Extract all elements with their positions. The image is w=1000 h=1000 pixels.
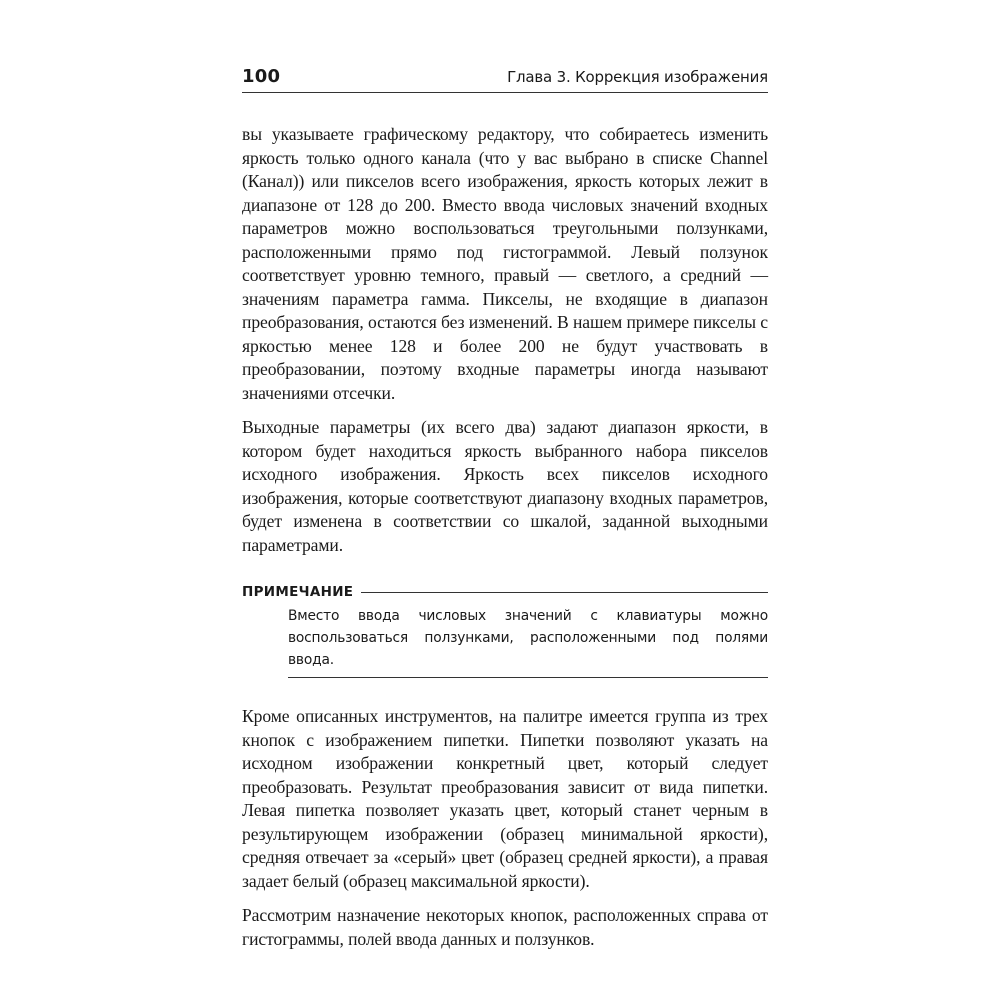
paragraph-4: Рассмотрим назначение некоторых кнопок, расположенных справа от гистограммы, полей ввода данных и ползунков. [242,905,768,949]
paragraph-2: Выходные параметры (их всего два) задают диапазон яркости, в котором будет находиться яркость выбранного набора пикселов исходного изображения. Яркость всех пикселов исходного изображения, которые соответствуют диапазону входных параметров, будет изменена в соответствии со шкалой, заданной выходными параметрами. [242,417,768,555]
page-header [242,66,768,93]
note-rule [361,592,768,593]
note-text: Вместо ввода числовых значений с клавиатуры можно воспользоваться ползунками, расположенными под полями ввода. [288,605,768,678]
note-box [242,583,768,678]
paragraph-3: Кроме описанных инструментов, на палитре имеется группа из трех кнопок с изображением пипетки. Пипетки позволяют указать на исходном изображении конкретный цвет, который следует преобразовать. Результат преобразования зависит от вида пипетки. Левая пипетка позволяет указать цвет, который станет черным в результирующем изображении (образец минимальной яркости), средняя отвечает за «серый» цвет (образец средней яркости), а правая задает белый (образец максимальной яркости). [242,706,768,891]
note-label: ПРИМЕЧАНИЕ [242,584,354,600]
paragraph-1: вы указываете графическому редактору, что собираетесь изменить яркость только одного канала (что у вас выбрано в списке Channel (Канал)) или пикселов всего изображения, яркость которых лежит в диапазоне от 128 до 200. Вместо ввода числовых значений входных параметров можно воспользоваться треугольными ползунками, расположенными прямо под гистограммой. Левый ползунок соответствует уровню темного, правый — светлого, а средний — значениям параметра гамма. Пикселы, не входящие в диапазон преобразования, остаются без изменений. В нашем примере пикселы с яркостью менее 128 и более 200 не будут участвовать в преобразовании, поэтому входные параметры иногда называют значениями отсечки. [242,124,768,403]
page-number: 100 [242,66,281,87]
running-head: Глава 3. Коррекция изображения [507,68,768,86]
book-page [242,66,768,951]
note-header [242,583,768,601]
